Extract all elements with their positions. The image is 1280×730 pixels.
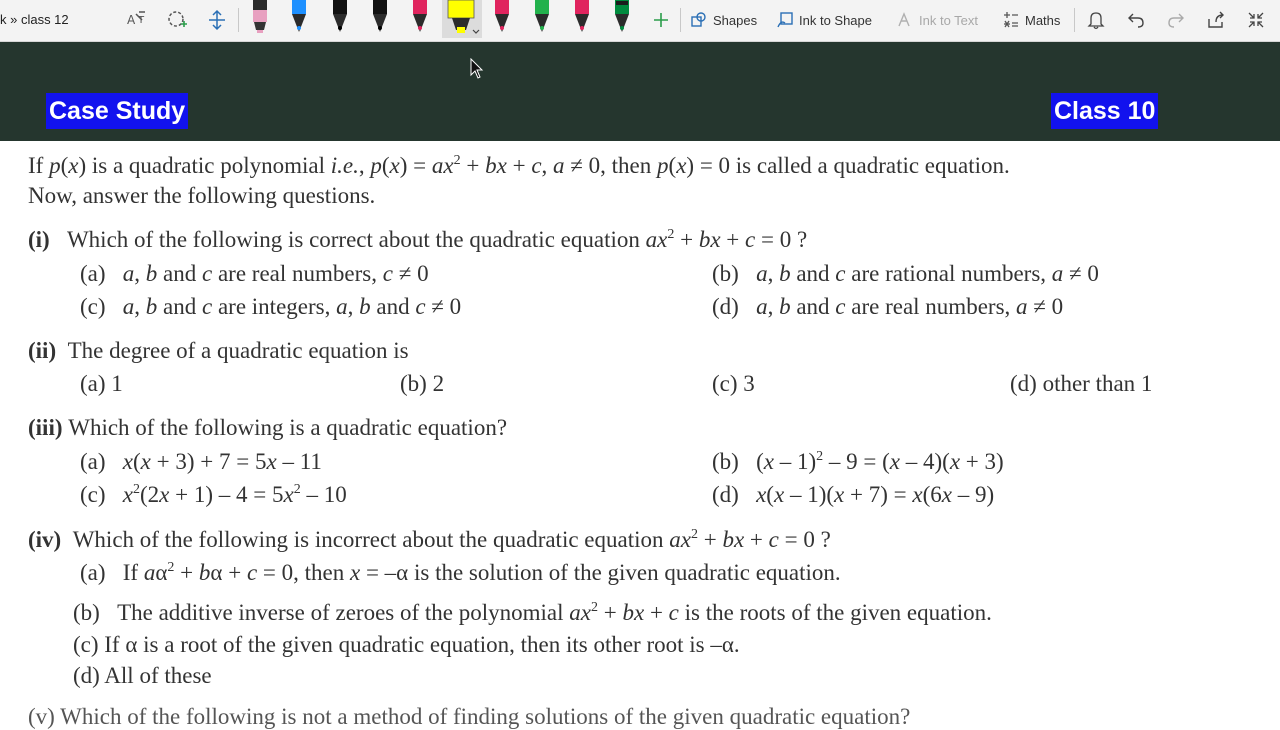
pen-icon[interactable] xyxy=(365,0,395,38)
toolbar-divider xyxy=(680,8,681,32)
toolbar-divider xyxy=(1074,8,1075,32)
q2-option-b: (b) 2 xyxy=(400,371,445,396)
highlighter-pen-icon[interactable] xyxy=(245,0,275,38)
ink-to-shape-icon xyxy=(776,11,794,29)
mouse-cursor-icon xyxy=(470,58,484,80)
maths-button[interactable] xyxy=(1002,11,1060,29)
q4-option-c: (c) If α is a root of the given quadratic equation, then its other root is –α. xyxy=(73,632,740,657)
pen-icon[interactable] xyxy=(567,0,597,38)
q1-option-b: (b) a, b and c are rational numbers, a ≠ 0 xyxy=(712,261,1099,286)
question-4: (iv) Which of the following is incorrect about the quadratic equation $ax^2$ + bx + c = 0 ? xyxy=(28,527,831,552)
pen-icon[interactable] xyxy=(487,0,517,38)
svg-text:A: A xyxy=(127,13,136,27)
highlighter-icon[interactable] xyxy=(442,0,482,38)
maths-icon xyxy=(1002,11,1020,29)
shapes-button[interactable] xyxy=(690,11,757,29)
question-3: (iii) Which of the following is a quadratic equation? xyxy=(28,415,508,440)
svg-text:T: T xyxy=(138,15,145,26)
q4-option-d: (d) All of these xyxy=(73,663,212,688)
pen-icon[interactable] xyxy=(607,0,637,38)
q1-option-d: (d) a, b and c are real numbers, a ≠ 0 xyxy=(712,294,1064,319)
toolbar-divider xyxy=(238,8,239,32)
add-space-icon[interactable] xyxy=(205,8,229,32)
intro-text: If p(x) is a quadratic polynomial i.e., $p(x) = ax^2$ + bx + c, a ≠ 0, then p(x) = 0 is called a quadratic equation. xyxy=(28,153,1010,178)
question-5-partial: (v) Which of the following is not a method of finding solutions of the given quadratic equation? xyxy=(28,704,911,729)
ink-to-text-label: Ink to Text xyxy=(919,12,979,28)
ink-to-shape-button[interactable] xyxy=(776,11,872,29)
q1-option-a: (a) a, b and c are real numbers, c ≠ 0 xyxy=(80,261,429,286)
class-label: Class 10 xyxy=(1051,93,1158,129)
q1-option-c: (c) a, b and c are integers, a, b and c ≠ 0 xyxy=(80,294,462,319)
share-icon[interactable] xyxy=(1204,8,1228,32)
lasso-select-icon[interactable] xyxy=(165,8,189,32)
maths-label: Maths xyxy=(1025,12,1061,28)
worksheet-page xyxy=(0,141,1280,729)
bell-icon[interactable] xyxy=(1084,8,1108,32)
question-1: (i) Which of the following is correct about the quadratic equation $ax^2$ + bx + c = 0 ? xyxy=(28,227,808,252)
q3-option-a: (a) x(x + 3) + 7 = 5x – 11 xyxy=(80,449,322,474)
ink-to-shape-label: Ink to Shape xyxy=(799,12,872,28)
add-pen-icon[interactable] xyxy=(649,8,673,32)
q3-option-b: (b) (x – 1)$^2$ – 9 = (x – 4)(x + 3) xyxy=(712,449,1004,474)
q4-option-a: (a) If $a\alpha^2 + b\alpha + c = 0$, then x = –α is the solution of the given quadratic equation. xyxy=(80,560,841,585)
ink-to-text-icon xyxy=(896,11,914,29)
pen-icon[interactable] xyxy=(527,0,557,38)
collapse-icon[interactable] xyxy=(1244,8,1268,32)
pen-icon[interactable] xyxy=(325,0,355,38)
breadcrumb[interactable]: k » class 12 xyxy=(0,12,69,27)
q3-option-d: (d) x(x – 1)(x + 7) = x(6x – 9) xyxy=(712,482,995,507)
redo-icon[interactable] xyxy=(1164,8,1188,32)
q2-option-a: (a) 1 xyxy=(80,371,123,396)
pen-icon[interactable] xyxy=(405,0,435,38)
shapes-label: Shapes xyxy=(713,12,758,28)
shapes-icon xyxy=(690,11,708,29)
question-2: (ii) The degree of a quadratic equation is xyxy=(28,338,409,363)
pen-icon[interactable] xyxy=(284,0,314,38)
q2-option-d: (d) other than 1 xyxy=(1010,371,1153,396)
q4-option-b: (b) The additive inverse of zeroes of the polynomial $ax^2$ + bx + c is the roots of the given equation. xyxy=(73,600,992,625)
undo-icon[interactable] xyxy=(1124,8,1148,32)
intro-text-2: Now, answer the following questions. xyxy=(28,183,376,208)
ink-to-text-button[interactable] xyxy=(896,11,978,29)
case-study-label: Case Study xyxy=(46,93,188,129)
q2-option-c: (c) 3 xyxy=(712,371,755,396)
lasso-text-icon[interactable] xyxy=(125,8,149,32)
ink-toolbar xyxy=(0,0,1280,42)
q3-option-c: (c) $x^2(2x + 1) - 4 = 5x^2 - 10$ xyxy=(80,482,347,507)
